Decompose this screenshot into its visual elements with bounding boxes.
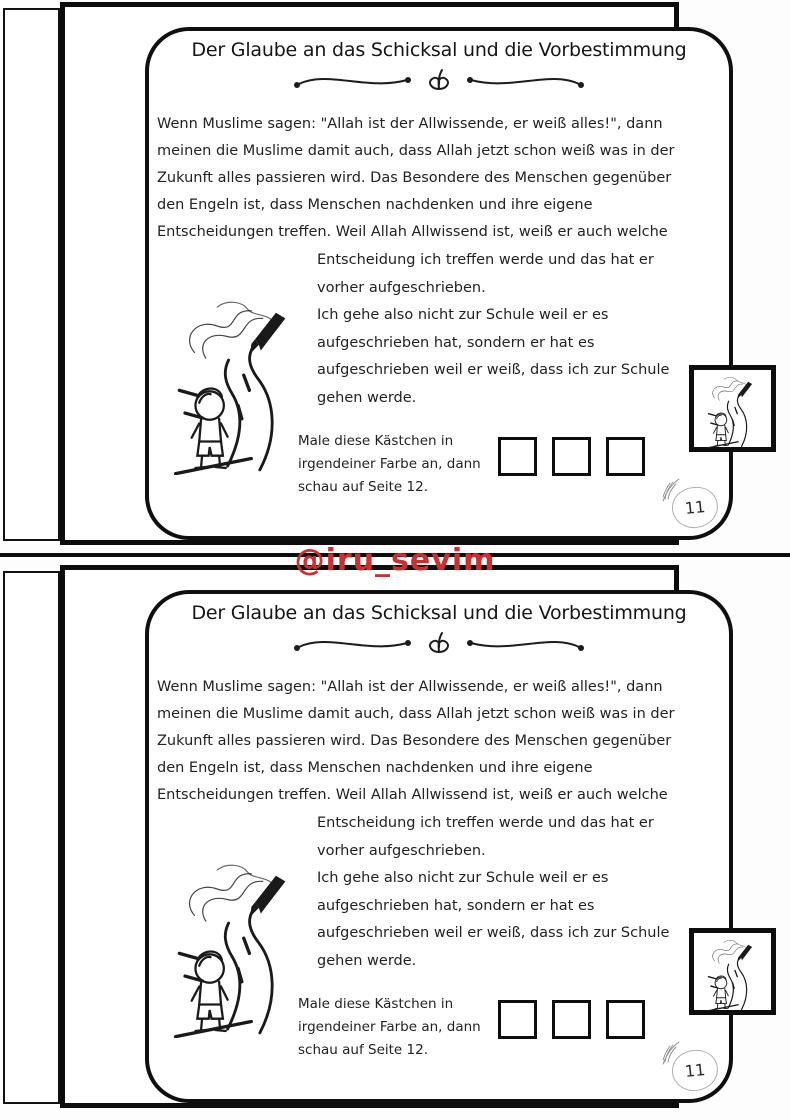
page-title: Der Glaube an das Schicksal und die Vorbestimmung [191,39,687,61]
color-checkbox [606,437,645,476]
text-line: vorher aufgeschrieben. [317,842,486,859]
body-text [157,674,727,809]
flourish-divider-icon [289,630,589,656]
fold-strip [3,571,60,1104]
color-checkbox [498,1000,537,1039]
worksheet-page-bottom [0,563,790,1120]
text-line: Wenn Muslime sagen: "Allah ist der Allwissende, er weiß alles!", dann [157,679,663,695]
text-line: gehen werde. [317,389,417,406]
text-line: Male diese Kästchen in [298,996,454,1012]
page-title: Der Glaube an das Schicksal und die Vorbestimmung [191,602,687,624]
text-line: aufgeschrieben hat, sondern er hat es [317,334,595,351]
text-line: schau auf Seite 12. [298,479,428,495]
side-tab [689,365,776,452]
text-line: aufgeschrieben weil er weiß, dass ich zur Schule [317,362,670,378]
text-line: aufgeschrieben weil er weiß, dass ich zur Schule [317,925,670,941]
text-line: meinen die Muslime damit auch, dass Allah jetzt schon weiß was in der [157,143,675,159]
text-line: vorher aufgeschrieben. [317,279,486,296]
page-number-badge: 11 [670,485,720,531]
watermark: @iru_sevim [294,543,496,578]
text-line: meinen die Muslime damit auch, dass Allah jetzt schon weiß was in der [157,706,675,722]
text-line: irgendeiner Farbe an, dann [298,1019,481,1035]
body-text-indented [317,810,727,975]
content-card [145,27,733,540]
path-drawing-illustration [168,846,310,1038]
text-line: Entscheidungen treffen. Weil Allah Allwissend ist, weiß er auch welche [157,787,668,803]
worksheet-page-top [0,0,790,557]
side-tab [689,928,776,1015]
flourish-divider-icon [289,67,589,93]
path-drawing-illustration [168,283,310,475]
mini-path-illustration-icon [702,933,764,1011]
body-text [157,111,727,246]
text-line: Entscheidungen treffen. Weil Allah Allwissend ist, weiß er auch welche [157,224,668,240]
instruction-text [298,993,508,1062]
page-frame [60,2,707,545]
text-line: Male diese Kästchen in [298,433,454,449]
mini-path-illustration-icon [702,370,764,448]
color-checkbox-row [498,437,645,476]
body-text-indented [317,247,727,412]
text-line: gehen werde. [317,952,417,969]
text-line: Zukunft alles passieren wird. Das Besondere des Menschen gegenüber [157,733,672,749]
text-line: Ich gehe also nicht zur Schule weil er es [317,870,609,886]
color-checkbox [552,1000,591,1039]
text-line: Entscheidung ich treffen werde und das hat er [317,252,654,268]
content-card [145,590,733,1103]
text-line: schau auf Seite 12. [298,1042,428,1058]
fold-strip [3,8,60,541]
text-line: aufgeschrieben hat, sondern er hat es [317,897,595,914]
text-line: Zukunft alles passieren wird. Das Besondere des Menschen gegenüber [157,170,672,186]
text-line: irgendeiner Farbe an, dann [298,456,481,472]
color-checkbox [606,1000,645,1039]
page-frame [60,565,707,1108]
color-checkbox-row [498,1000,645,1039]
text-line: den Engeln ist, dass Menschen nachdenken und ihre eigene [157,760,593,776]
text-line: Wenn Muslime sagen: "Allah ist der Allwissende, er weiß alles!", dann [157,116,663,132]
page-number-badge: 11 [670,1048,720,1094]
instruction-text [298,430,508,499]
text-line: den Engeln ist, dass Menschen nachdenken und ihre eigene [157,197,593,213]
text-line: Ich gehe also nicht zur Schule weil er es [317,307,609,323]
color-checkbox [552,437,591,476]
text-line: Entscheidung ich treffen werde und das hat er [317,815,654,831]
color-checkbox [498,437,537,476]
